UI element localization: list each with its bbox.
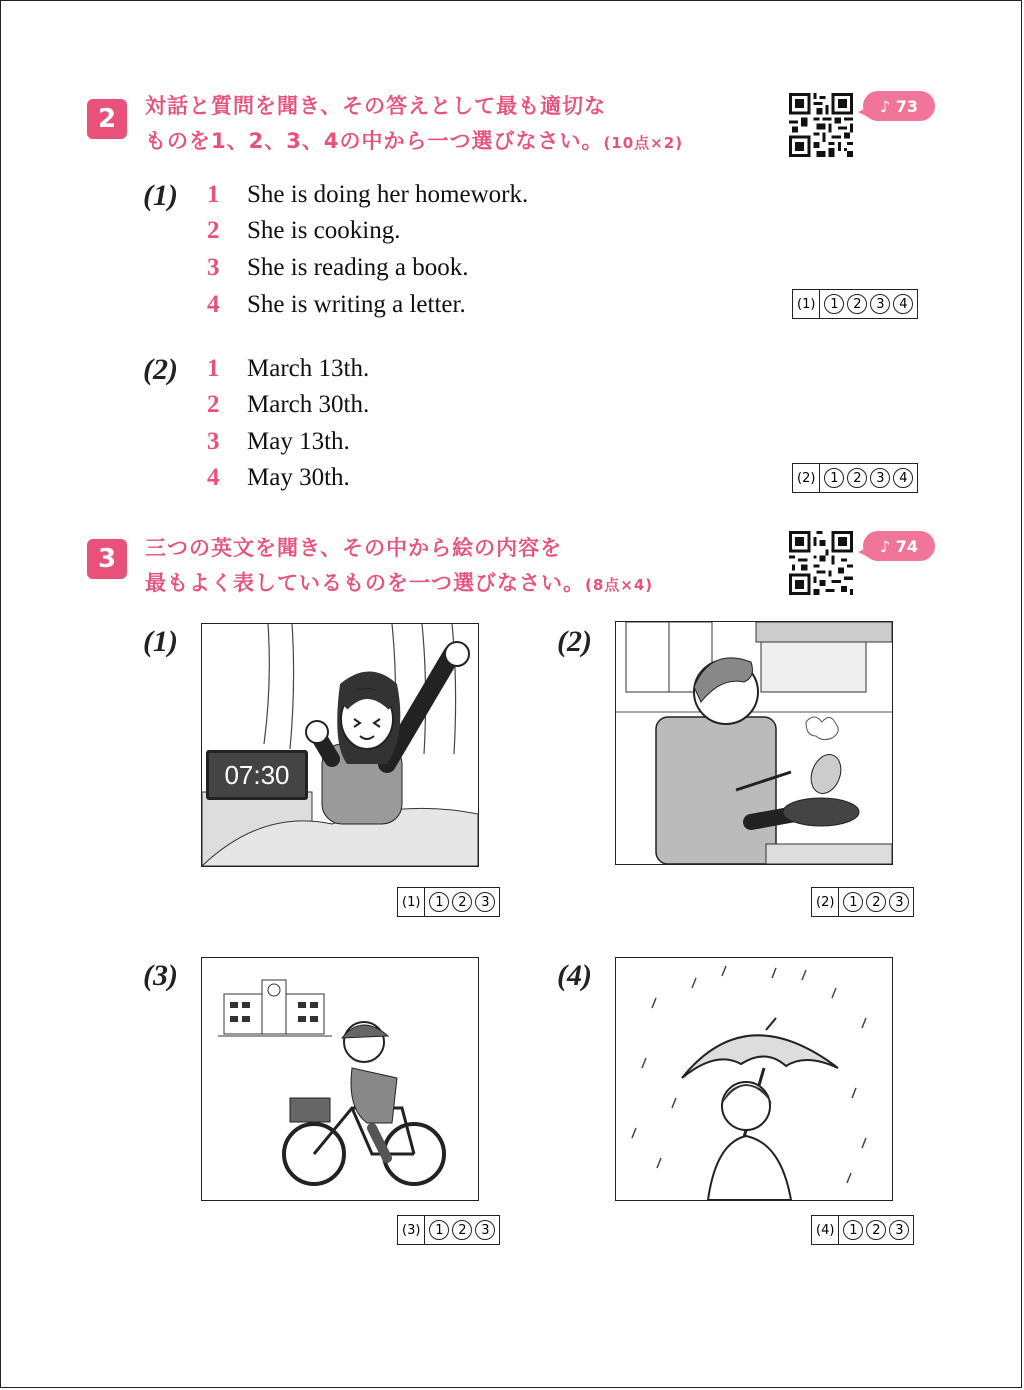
option-row: [207, 291, 466, 319]
option-number: 1: [207, 355, 220, 382]
answer-box: [792, 463, 918, 493]
audio-track-74-badge[interactable]: ♪ 74: [863, 531, 935, 561]
answer-box-label: (2): [812, 888, 839, 916]
points-label: (8点×4): [585, 576, 654, 594]
option-row: [207, 355, 369, 383]
instruction-line-2: ものを1、2、3、4の中から一つ選びなさい。: [145, 129, 604, 153]
option-number: 3: [207, 428, 220, 455]
option-row: [207, 391, 369, 419]
answer-choice-circle[interactable]: 2: [866, 892, 886, 912]
instruction-line-2: 最もよく表しているものを一つ選びなさい。: [145, 571, 585, 595]
answer-choice-circle[interactable]: 3: [889, 1220, 909, 1240]
answer-box: [397, 1215, 500, 1245]
answer-box: [811, 887, 914, 917]
answer-choice-circle[interactable]: 4: [893, 468, 913, 488]
option-text: March 30th.: [247, 391, 370, 418]
option-number: 4: [207, 464, 220, 491]
picture-bicycle: [201, 957, 479, 1201]
answer-choice-circle[interactable]: 2: [847, 294, 867, 314]
section-number-3: 3: [87, 539, 127, 579]
answer-choice-circle[interactable]: 3: [889, 892, 909, 912]
option-text: She is reading a book.: [247, 254, 469, 281]
option-number: 1: [207, 181, 220, 208]
picture-label: (1): [143, 625, 178, 658]
answer-box-label: (1): [398, 888, 425, 916]
answer-box: [792, 289, 918, 319]
points-label: (10点×2): [603, 134, 684, 152]
option-number: 4: [207, 291, 220, 318]
answer-choice-circle[interactable]: 3: [475, 1220, 495, 1240]
qr-code-icon[interactable]: [789, 93, 853, 157]
option-row: [207, 428, 350, 456]
instruction-line-1: 対話と質問を聞き、その答えとして最も適切な: [145, 94, 607, 118]
answer-choice-circle[interactable]: 1: [843, 892, 863, 912]
instruction-line-1: 三つの英文を聞き、その中から絵の内容を: [145, 536, 563, 560]
option-text: May 30th.: [247, 464, 350, 491]
answer-box-label: (2): [793, 464, 820, 492]
answer-choice-circle[interactable]: 4: [893, 294, 913, 314]
picture-cooking: [615, 621, 893, 865]
option-text: She is doing her homework.: [247, 181, 529, 208]
audio-track-73-badge[interactable]: ♪ 73: [863, 91, 935, 121]
option-row: [207, 181, 528, 209]
answer-box-label: (1): [793, 290, 820, 318]
option-text: She is cooking.: [247, 217, 401, 244]
answer-box-label: (4): [812, 1216, 839, 1244]
answer-box: [811, 1215, 914, 1245]
picture-label: (3): [143, 959, 178, 992]
section-3-instructions: [145, 531, 653, 603]
answer-choice-circle[interactable]: 1: [429, 892, 449, 912]
question-label: (1): [143, 179, 178, 212]
option-number: 3: [207, 254, 220, 281]
option-row: [207, 254, 468, 282]
picture-wake-up: [201, 623, 479, 867]
answer-choice-circle[interactable]: 2: [452, 1220, 472, 1240]
answer-box-label: (3): [398, 1216, 425, 1244]
option-number: 2: [207, 391, 220, 418]
answer-choice-circle[interactable]: 2: [847, 468, 867, 488]
qr-code-icon[interactable]: [789, 531, 853, 595]
option-text: She is writing a letter.: [247, 291, 466, 318]
section-2-instructions: [145, 89, 683, 161]
answer-choice-circle[interactable]: 1: [429, 1220, 449, 1240]
option-text: May 13th.: [247, 428, 350, 455]
option-row: [207, 217, 400, 245]
section-number-2: 2: [87, 99, 127, 139]
answer-choice-circle[interactable]: 2: [866, 1220, 886, 1240]
answer-choice-circle[interactable]: 2: [452, 892, 472, 912]
answer-choice-circle[interactable]: 3: [475, 892, 495, 912]
answer-choice-circle[interactable]: 1: [843, 1220, 863, 1240]
picture-label: (2): [557, 625, 592, 658]
option-number: 2: [207, 217, 220, 244]
picture-rain-umbrella: [615, 957, 893, 1201]
question-label: (2): [143, 353, 178, 386]
answer-box: [397, 887, 500, 917]
picture-label: (4): [557, 959, 592, 992]
answer-choice-circle[interactable]: 3: [870, 294, 890, 314]
answer-choice-circle[interactable]: 1: [824, 468, 844, 488]
digital-clock: 07:30: [206, 750, 308, 800]
answer-choice-circle[interactable]: 1: [824, 294, 844, 314]
option-row: [207, 464, 350, 492]
answer-choice-circle[interactable]: 3: [870, 468, 890, 488]
option-text: March 13th.: [247, 355, 370, 382]
